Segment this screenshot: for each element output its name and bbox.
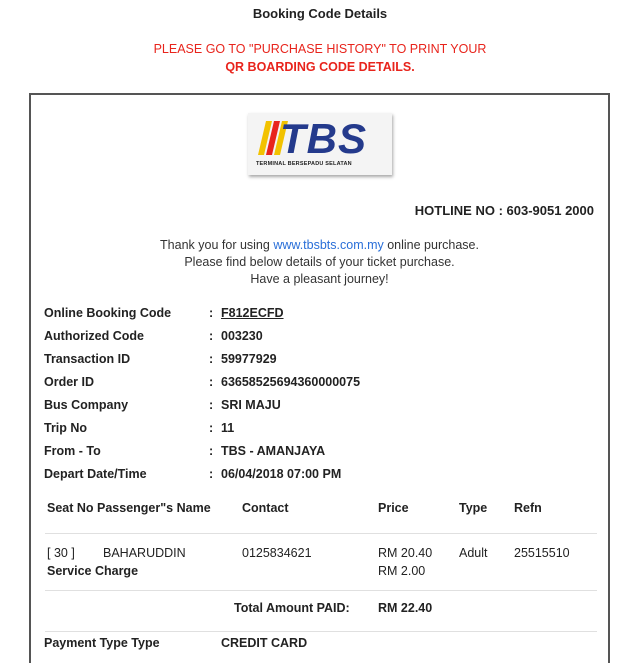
table-row xyxy=(45,534,597,591)
detail-label: Transaction ID xyxy=(44,352,131,366)
detail-label: Online Booking Code xyxy=(44,306,172,320)
detail-label: Depart Date/Time xyxy=(44,467,147,481)
total-amount: RM 22.40 xyxy=(378,601,433,615)
detail-value: 003230 xyxy=(221,329,263,343)
total-label: Total Amount PAID: xyxy=(234,601,350,615)
service-charge-price: RM 2.00 xyxy=(378,564,426,578)
tbs-logo xyxy=(248,113,392,175)
seat-number: [ 30 ] xyxy=(47,546,75,560)
detail-label: From - To xyxy=(44,444,101,458)
header-refn: Refn xyxy=(514,501,542,515)
page-title: Booking Code Details xyxy=(252,6,388,21)
detail-label: Order ID xyxy=(44,375,95,389)
detail-label: Bus Company xyxy=(44,398,129,412)
thanks-line-3: Have a pleasant journey! xyxy=(250,272,389,286)
detail-label: Trip No xyxy=(44,421,88,435)
detail-value: TBS - AMANJAYA xyxy=(221,444,326,458)
detail-value: 11 xyxy=(221,421,235,435)
reference-number: 25515510 xyxy=(514,546,570,560)
header-contact: Contact xyxy=(242,501,289,515)
thanks-line-1-pre: Thank you for using xyxy=(160,238,274,252)
notice-line-2: QR BOARDING CODE DETAILS. xyxy=(225,60,415,74)
detail-label: Authorized Code xyxy=(44,329,144,343)
detail-value: 59977929 xyxy=(221,352,277,366)
detail-value: SRI MAJU xyxy=(221,398,281,412)
payment-label: Payment Type Type xyxy=(44,636,160,650)
service-charge-label: Service Charge xyxy=(47,564,139,578)
thank-you-message xyxy=(31,237,608,288)
payment-value: CREDIT CARD xyxy=(221,636,308,650)
table-header xyxy=(45,501,597,534)
ticket-table xyxy=(45,501,597,632)
header-price: Price xyxy=(378,501,409,515)
website-link[interactable]: www.tbsbts.com.my xyxy=(273,238,384,252)
ticket-price: RM 20.40 xyxy=(378,546,433,560)
header-type: Type xyxy=(459,501,488,515)
contact-number: 0125834621 xyxy=(242,546,312,560)
booking-receipt-card: TBS TERMINAL BERSEPADU SELATAN HOTLINE NO : 603-9051 2000 Thank you for using www.tbsbts.com.my online purchase. Please find below details of your ticket purchase. Have a pleasant journey! Online Booking Code : F812ECFD Authorized Code : 003230 Transaction ID : 59977929 Order ID : 63658525694360000075 Bus Company : SRI MAJU Trip No : 11 From - To : TBS - AMANJAYA Depart Date/Time : 06/04/2018 07:00 PM Seat No Passenger"s Name Contact Price Type Refn [ 30 ] BAHARUDDIN Service Charge 0125834621 RM 20.40 RM 2.00 Adult 25515510 Total Amount PAID: RM 22.40 Payment Type Type CREDIT CARD xyxy=(29,93,610,663)
logo-text: TBS xyxy=(280,115,367,162)
total-row xyxy=(45,591,597,632)
payment-type-row xyxy=(44,636,308,650)
logo-subtitle: TERMINAL BERSEPADU SELATAN xyxy=(256,161,352,167)
thanks-line-2: Please find below details of your ticket purchase. xyxy=(184,255,455,269)
thanks-line-1-post: online purchase. xyxy=(383,238,479,252)
detail-value: 06/04/2018 07:00 PM xyxy=(221,467,342,481)
hotline-number: HOTLINE NO : 603-9051 2000 xyxy=(414,203,594,218)
passenger-type: Adult xyxy=(459,546,488,560)
purchase-history-notice xyxy=(0,40,640,76)
passenger-name: BAHARUDDIN xyxy=(103,546,186,560)
online-booking-code-link[interactable]: F812ECFD xyxy=(221,306,284,320)
detail-value: 63658525694360000075 xyxy=(221,375,361,389)
header-seat-name: Seat No Passenger"s Name xyxy=(47,501,211,515)
notice-line-1: PLEASE GO TO "PURCHASE HISTORY" TO PRINT YOUR xyxy=(153,42,487,56)
